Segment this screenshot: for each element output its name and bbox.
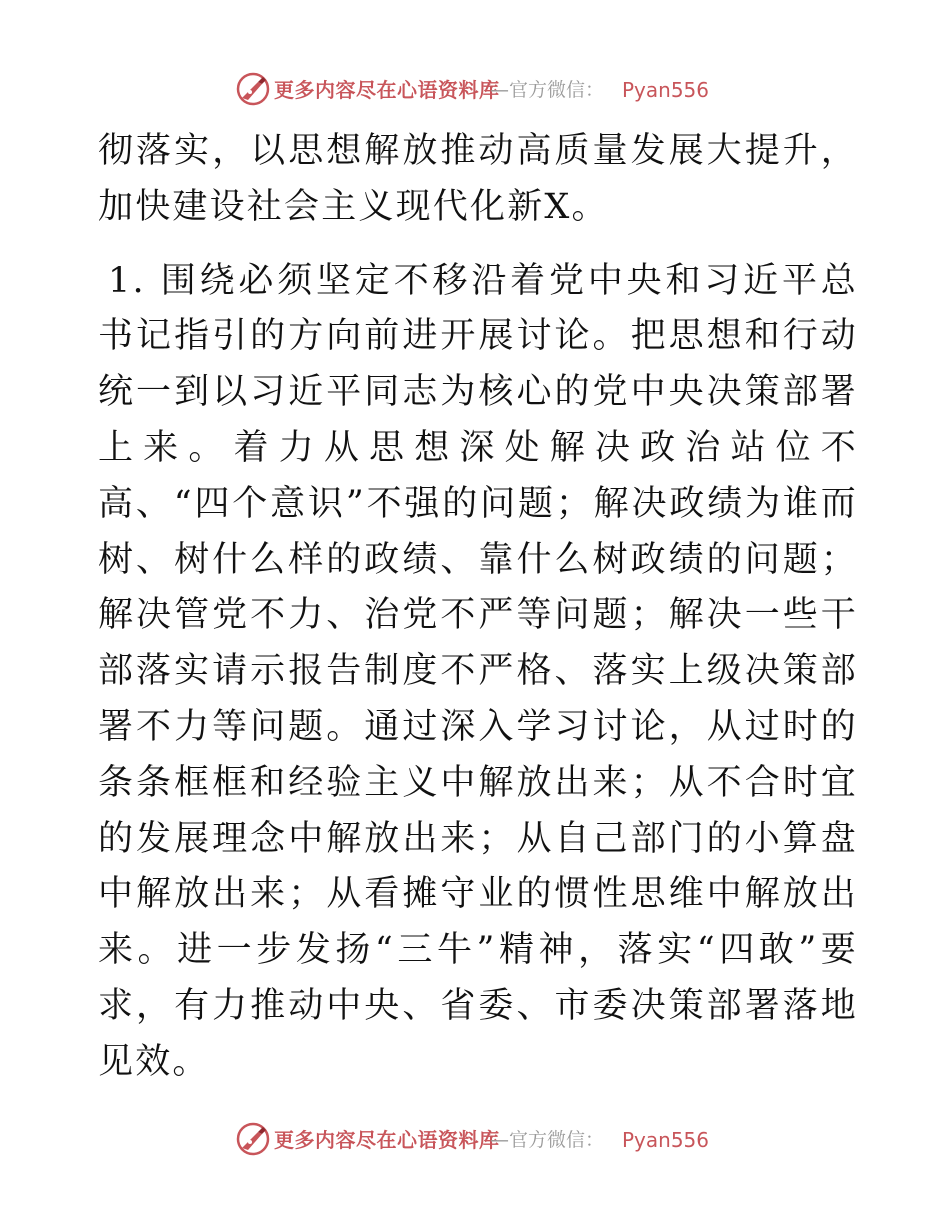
banner-wechat-id: Pyan556 xyxy=(622,78,710,102)
banner-title: 更多内容尽在心语资料库 xyxy=(274,78,500,102)
banner-wechat-id: Pyan556 xyxy=(622,1128,710,1152)
banner-title: 更多内容尽在心语资料库 xyxy=(274,1128,500,1152)
pen-logo-icon xyxy=(236,1122,270,1156)
banner-wechat-label: —官方微信： xyxy=(490,1129,605,1151)
paragraph: 彻落实，以思想解放推动高质量发展大提升，加快建设社会主义现代化新X。 xyxy=(98,131,858,227)
pen-logo-icon xyxy=(236,72,270,106)
paragraph: 1. 围绕必须坚定不移沿着党中央和习近平总书记指引的方向前进开展讨论。把思想和行动统一到以习近平同志为核心的党中央决策部署上来。着力从思想深处解决政治站位不高、“四个意识”不强的问题；解决政绩为谁而树、树什么样的政绩、靠什么树政绩的问题；解决管党不力、治党不严等问题；解决一些干部落实请示报告制度不严格、落实上级决策部署不力等问题。通过深入学习讨论，从过时的条条框框和经验主义中解放出来；从不合时宜的发展理念中解放出来；从自己部门的小算盘中解放出来；从看摊守业的惯性思维中解放出来。进一步发扬“三牛”精神，落实“四敢”要求，有力推动中央、省委、市委决策部署落地见效。 xyxy=(98,260,858,1082)
header-banner xyxy=(0,70,950,110)
footer-banner xyxy=(0,1120,950,1160)
document-body xyxy=(98,124,858,1091)
banner-wechat-label: —官方微信： xyxy=(490,79,605,101)
